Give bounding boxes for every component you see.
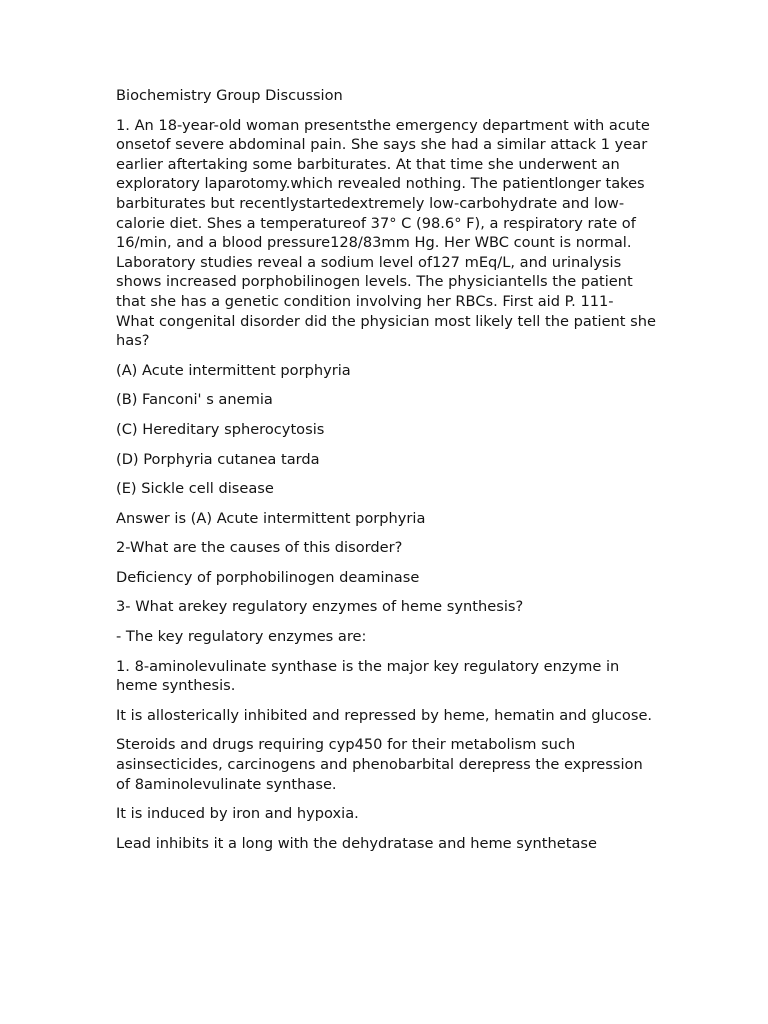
lead-inhibition-paragraph: Lead inhibits it a long with the dehydratase and heme synthetase [116,834,597,852]
document-page [116,86,656,863]
option-d: (D) Porphyria cutanea tarda [116,450,320,468]
derepression-paragraph: Steroids and drugs requiring cyp450 for their metabolism such asinsecticides, carcinogens and phenobarbital derepress the expression of 8aminolevulinate synthase. [116,736,643,793]
question-3: 3- What arekey regulatory enzymes of heme synthesis? [116,598,524,616]
answer-2: Deficiency of porphobilinogen deaminase [116,568,420,586]
induction-paragraph: It is induced by iron and hypoxia. [116,805,359,823]
inhibition-paragraph: It is allosterically inhibited and repressed by heme, hematin and glucose. [116,706,653,724]
question-1-paragraph: 1. An 18-year-old woman presentsthe emergency department with acute onsetof severe abdominal pain. She says she had a similar attack 1 year earlier aftertaking some barbiturates. At that time she underwent an exploratory laparotomy.which revealed nothing. The patientlonger takes barbiturates but recentlystartedextremely low-carbohydrate and low-calorie diet. Shes a temperatureof 37° C (98.6° F), a respiratory rate of 16/min, and a blood pressure128/83mm Hg. Her WBC count is normal. Laboratory studies reveal a sodium level of127 mEq/L, and urinalysis shows increased porphobilinogen levels. The physiciantells the patient that she has a genetic condition involving her RBCs. First aid P. 111- What congenital disorder did the physician most likely tell the patient she has? [116,116,656,350]
enzyme-point-1: 1. 8-aminolevulinate synthase is the major key regulatory enzyme in heme synthesis. [116,657,620,695]
option-c: (C) Hereditary spherocytosis [116,420,325,438]
answer-3-intro: - The key regulatory enzymes are: [116,628,367,646]
document-title: Biochemistry Group Discussion [116,87,343,104]
answer-line: Answer is (A) Acute intermittent porphyria [116,509,426,527]
option-b: (B) Fanconi' s anemia [116,391,273,409]
option-e: (E) Sickle cell disease [116,480,274,498]
option-a: (A) Acute intermittent porphyria [116,361,351,379]
question-2: 2-What are the causes of this disorder? [116,539,403,557]
